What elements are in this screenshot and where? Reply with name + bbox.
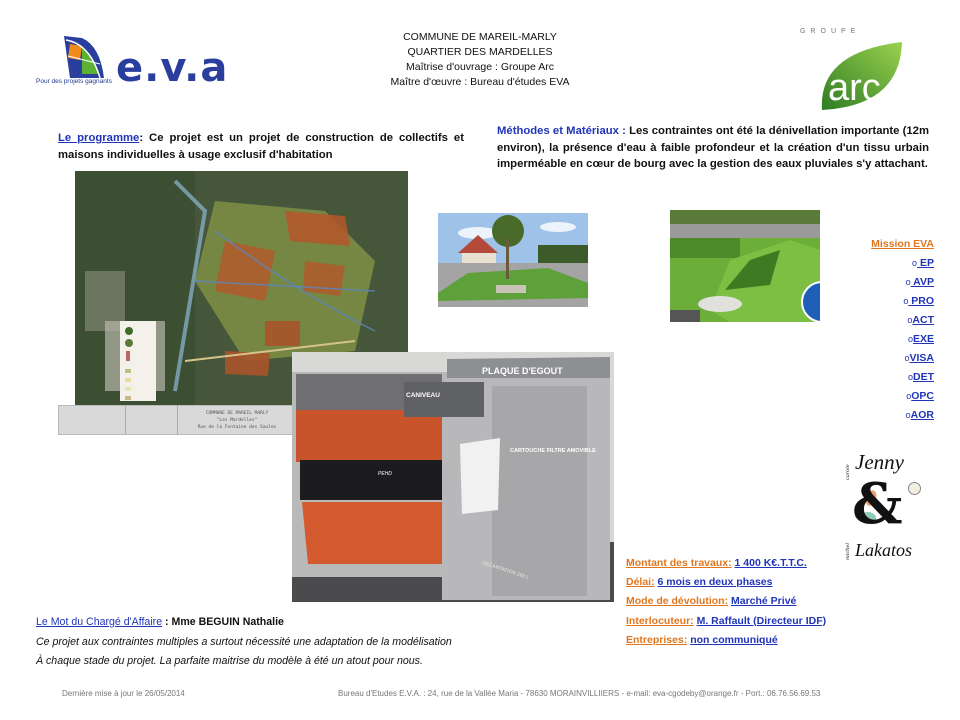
footer-contact: Bureau d'Etudes E.V.A. : 24, rue de la Vallée Maria - 78630 MORAINVILLIIERS - e-mail: eva-cgodeby@orange.fr - Port.: 06.76.56.69.53 xyxy=(338,689,821,698)
jl-name-bottom: Lakatos xyxy=(855,540,913,560)
bullet-icon: o xyxy=(906,391,912,401)
jl-first-top: carole xyxy=(845,464,851,480)
drainage-model-photo xyxy=(292,352,614,602)
header-quartier: QUARTIER DES MARDELLES xyxy=(407,46,553,58)
jenny-lakatos-logo xyxy=(846,450,930,562)
bullet-icon: o xyxy=(904,353,910,363)
drain-label-cartouche: CARTOUCHE FILTRE AMOVIBLE xyxy=(510,448,596,454)
detail-devolution: Mode de dévolution: Marché Privé xyxy=(626,595,797,608)
jl-seal-icon xyxy=(908,482,921,495)
drain-label-plaque: PLAQUE D'EGOUT xyxy=(482,366,563,376)
mission-item-ep[interactable]: o EP xyxy=(912,257,934,269)
header-maitrise-ouvrage: Maîtrise d'ouvrage : Groupe Arc xyxy=(406,61,554,73)
mission-item-aor[interactable]: oAOR xyxy=(905,409,934,421)
bullet-icon: o xyxy=(905,277,911,287)
charge-affaire-section xyxy=(36,613,556,672)
bullet-icon: o xyxy=(907,315,913,325)
jl-first-bottom: michel xyxy=(845,543,851,560)
eva-tagline: Pour des projets gagnants xyxy=(36,78,112,85)
detail-delai: Délai: 6 mois en deux phases xyxy=(626,576,773,589)
street-swale-photo xyxy=(438,213,588,307)
programme-text: : Ce projet est un projet de construction de collectifs et maisons individuelles à usage exclusif d'habitation xyxy=(58,132,464,161)
project-header xyxy=(350,30,610,90)
charge-quote-line1: Ce projet aux contraintes multiples a surtout nécessité une adaptation de la modélisation xyxy=(36,635,452,648)
programme-link[interactable]: Le programme xyxy=(58,132,140,144)
drain-label-decantation: DECANTATION 260 L xyxy=(481,560,530,582)
detail-montant: Montant des travaux: 1 400 K€.T.T.C. xyxy=(626,557,807,569)
mission-item-act[interactable]: oACT xyxy=(907,314,934,326)
drain-label-pehd: PEHD xyxy=(378,471,392,477)
arc-wordmark: arc xyxy=(828,67,881,109)
bullet-icon: o xyxy=(905,410,911,420)
green-swale-photo xyxy=(670,210,820,322)
footer-last-update: Dernière mise à jour le 26/05/2014 xyxy=(62,689,185,698)
mission-item-avp[interactable]: o AVP xyxy=(905,276,934,288)
charge-affaire-link[interactable]: Le Mot du Chargé d'Affaire xyxy=(36,616,163,628)
project-details xyxy=(626,554,876,650)
charge-affaire-person: : Mme BEGUIN Nathalie xyxy=(162,616,284,628)
mission-item-det[interactable]: oDET xyxy=(907,371,934,383)
plan-quartier: "Les Mardelles" xyxy=(216,418,258,423)
mission-eva-list xyxy=(840,235,934,425)
eva-emblem-icon xyxy=(60,34,108,78)
mission-item-opc[interactable]: oOPC xyxy=(906,390,934,402)
plan-commune: COMMUNE DE MAREIL MARLY xyxy=(205,411,269,416)
jl-ampersand: & xyxy=(852,471,903,537)
header-maitre-oeuvre: Maître d'œuvre : Bureau d'études EVA xyxy=(390,76,570,88)
eva-wordmark: e.v.a xyxy=(116,45,229,91)
bullet-icon: o xyxy=(907,372,913,382)
mission-item-pro[interactable]: o PRO xyxy=(903,295,934,307)
mission-item-exe[interactable]: oEXE xyxy=(907,333,934,345)
header-commune: COMMUNE DE MAREIL-MARLY xyxy=(403,31,557,43)
charge-quote-line2: À chaque stade du projet. La parfaite maitrise du modèle à été un atout pour nous. xyxy=(36,655,423,667)
arc-leaf-icon xyxy=(818,40,904,116)
jl-name-top: Jenny xyxy=(855,450,904,474)
bullet-icon: o xyxy=(912,258,918,268)
arc-logo xyxy=(780,26,910,116)
detail-entreprises: Entreprises: non communiqué xyxy=(626,633,778,646)
eva-logo xyxy=(36,32,229,92)
methodes-text: Les contraintes ont été la dénivellation importante (12m environ), la présence d'eau à faible profondeur et la création d'un tissu urbain imperméable en cœur de bourg avec la gestion des eaux pluviales s'y attachant. xyxy=(497,125,929,170)
mission-title[interactable]: Mission EVA xyxy=(871,238,934,250)
programme-section xyxy=(58,130,464,164)
drain-label-caniveau: CANIVEAU xyxy=(406,392,440,399)
bullet-icon: o xyxy=(903,296,909,306)
mission-item-visa[interactable]: oVISA xyxy=(904,352,934,364)
plan-rue: Rue de la Fontaine des Saules xyxy=(197,425,277,430)
bullet-icon: o xyxy=(907,334,913,344)
arc-groupe-label: GROUPE xyxy=(800,28,861,35)
methodes-label: Méthodes et Matériaux : xyxy=(497,125,626,137)
plan-title-block xyxy=(58,405,293,435)
methodes-section xyxy=(497,123,929,173)
detail-interlocuteur: Interlocuteur: M. Raffault (Directeur IDF) xyxy=(626,614,827,627)
